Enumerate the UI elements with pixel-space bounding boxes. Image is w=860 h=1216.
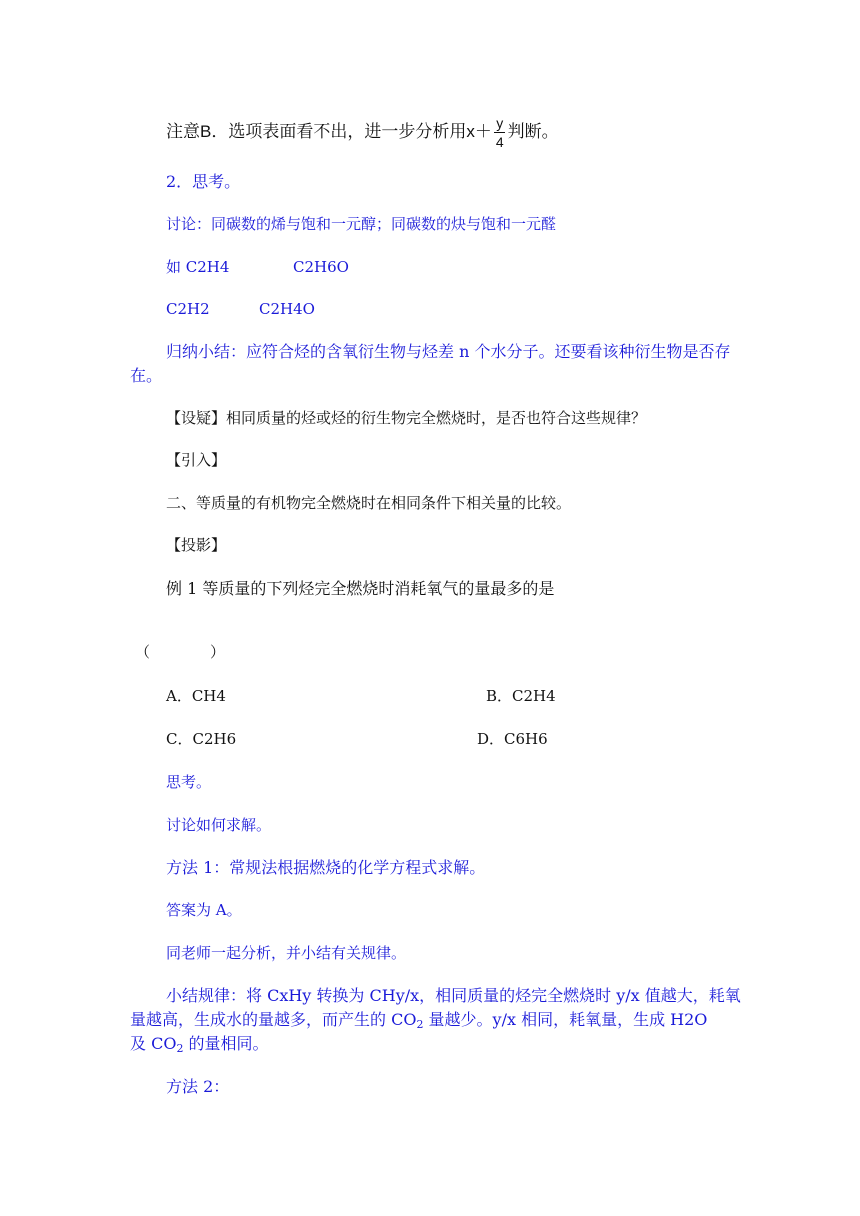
think: 思考。 [166, 773, 212, 791]
note-line [166, 116, 559, 149]
rule-line-2-post: 量越少。y/x 相同，耗氧量，生成 H2O [423, 1010, 708, 1029]
note-suffix: 判断。 [507, 122, 559, 142]
discuss-how: 讨论如何求解。 [166, 816, 272, 834]
rule-line-1: 小结规律：将 CxHy 转换为 CHy/x，相同质量的烃完全燃烧时 y/x 值越大，耗氧 [166, 986, 741, 1005]
note-prefix: 注意 [166, 122, 200, 142]
answer-a: 答案为 A。 [166, 901, 242, 919]
option-d: D．C6H6 [477, 730, 548, 748]
rule-line-3 [130, 1034, 269, 1055]
example-1-question: 例 1 等质量的下列烃完全燃烧时消耗氧气的量最多的是 [166, 579, 555, 598]
note-text: ．选项表面看不出，进一步分析用 [211, 122, 467, 142]
summary-line-1: 归纳小结：应符合烃的含氧衍生物与烃差 n 个水分子。还要看该种衍生物是否存 [166, 342, 731, 361]
y-over-4-fraction [494, 116, 506, 149]
example-c2h6o: C2H6O [293, 258, 349, 276]
fraction-numerator: y [496, 115, 504, 131]
summary-line-2: 在。 [130, 366, 163, 385]
co2-subscript: 2 [416, 1018, 424, 1031]
option-a: A．CH4 [166, 687, 226, 705]
method-1: 方法 1：常规法根据燃烧的化学方程式求解。 [166, 858, 486, 877]
example-c2h4: 如 C2H4 [166, 258, 230, 276]
rule-line-2 [130, 1010, 707, 1031]
co2-subscript-2: 2 [176, 1042, 184, 1055]
section-2-heading: 二、等质量的有机物完全燃烧时在相同条件下相关量的比较。 [166, 494, 572, 512]
think-2: 2．思考。 [166, 172, 241, 191]
discussion: 讨论：同碳数的烯与饱和一元醇；同碳数的炔与饱和一元醛 [166, 215, 557, 233]
rule-line-3-pre: 及 CO [130, 1034, 177, 1053]
answer-bracket: （ ） [135, 643, 226, 661]
example-c2h2: C2H2 [166, 300, 210, 318]
option-b: B．C2H4 [486, 687, 556, 705]
note-option: B [200, 122, 212, 141]
note-x-plus: x＋ [466, 122, 492, 141]
analyze-note: 同老师一起分析，并小结有关规律。 [166, 944, 407, 962]
method-2: 方法 2： [166, 1077, 230, 1096]
rule-line-3-post: 的量相同。 [183, 1034, 269, 1053]
projection-heading: 【投影】 [166, 536, 227, 554]
question: 【设疑】相同质量的烃或烃的衍生物完全燃烧时，是否也符合这些规律？ [166, 409, 647, 427]
intro-heading: 【引入】 [166, 451, 227, 469]
fraction-denominator: 4 [495, 134, 504, 150]
rule-line-2-pre: 量越高，生成水的量越多，而产生的 CO [130, 1010, 417, 1029]
option-c: C．C2H6 [166, 730, 237, 748]
example-c2h4o: C2H4O [259, 300, 315, 318]
